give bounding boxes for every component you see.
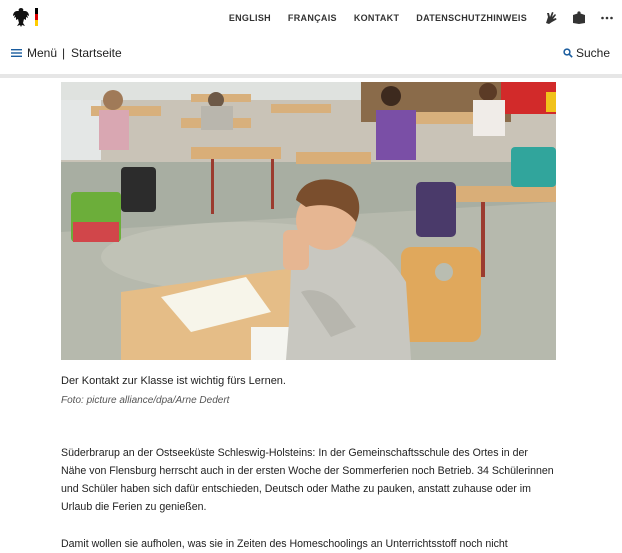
photo-credit: Foto: picture alliance/dpa/Arne Dedert	[61, 395, 230, 406]
link-francais[interactable]: FRANÇAIS	[287, 13, 337, 23]
link-kontakt[interactable]: KONTAKT	[353, 13, 400, 23]
search-button[interactable]	[563, 46, 610, 60]
search-icon	[563, 48, 573, 58]
search-label: Suche	[575, 46, 610, 60]
sign-language-icon[interactable]	[544, 11, 558, 25]
photo-caption: Der Kontakt zur Klasse ist wichtig fürs Lernen.	[61, 375, 286, 387]
top-links	[229, 11, 622, 25]
article-photo	[61, 82, 556, 360]
easy-language-icon[interactable]	[572, 11, 586, 25]
breadcrumb-separator: |	[62, 46, 66, 60]
more-icon[interactable]	[600, 11, 614, 25]
top-bar	[0, 0, 622, 32]
federal-eagle-logo[interactable]	[12, 7, 30, 27]
menu-label: Menü	[27, 46, 58, 60]
article-paragraph: Süderbrarup an der Ostseeküste Schleswig-Holsteins: In der Gemeinschaftsschule des Ortes in der Nähe von Flensburg herrscht auch in der ersten Woche der Sommerferien noch Betrieb. 34 Schülerinnen und Schüler haben sich dafür entschieden, Deutsch oder Mathe zu pauken, anstatt zuhause oder im Urlaub die Ferien zu genießen.	[61, 447, 554, 513]
breadcrumb-startseite[interactable]: Startseite	[71, 46, 122, 60]
menu-button[interactable]	[11, 46, 57, 60]
german-flag-stripe	[35, 8, 38, 26]
main-navigation	[0, 40, 622, 78]
hamburger-icon	[11, 49, 22, 57]
link-datenschutzhinweis[interactable]: DATENSCHUTZHINWEIS	[416, 13, 527, 23]
flag-gold	[35, 20, 38, 26]
article-paragraph: Damit wollen sie aufholen, was sie in Zeiten des Homeschoolings an Unterrichtsstoff noch nicht	[61, 538, 508, 550]
link-english[interactable]: ENGLISH	[228, 13, 271, 23]
